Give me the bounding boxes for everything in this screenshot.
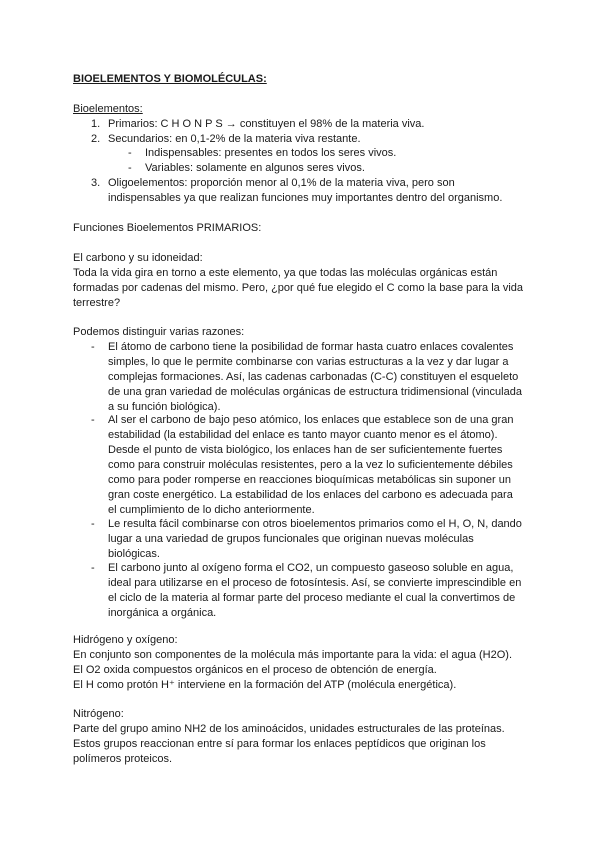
paragraph-line: Estos grupos reaccionan entre sí para formar los enlaces peptídicos que originan los xyxy=(73,738,486,750)
bullet-dash: - xyxy=(91,518,95,530)
list-number: 2. xyxy=(91,133,101,145)
bullet-line: Desde el punto de vista biológico, los enlaces han de ser suficientemente fuertes xyxy=(108,444,503,456)
bullet-line: a su función biológica). xyxy=(108,401,221,413)
bullet-line: gran coste energético. La estabilidad de los enlaces del carbono es adecuada para xyxy=(108,489,513,501)
bullet-line: estabilidad (la estabilidad del enlace es tanto mayor cuanto menor es el átomo). xyxy=(108,429,498,441)
paragraph-line: terrestre? xyxy=(73,297,121,309)
list-item-continuation: indispensables ya que realizan funciones muy importantes dentro del organismo. xyxy=(108,192,503,204)
bioelementos-heading: Bioelementos: xyxy=(73,103,143,115)
sub-bullet: - xyxy=(128,147,132,159)
sub-list-item: Variables: solamente en algunos seres vivos. xyxy=(145,162,365,174)
paragraph-line: polímeros proteicos. xyxy=(73,753,173,765)
carbono-heading: El carbono y su idoneidad: xyxy=(73,252,203,264)
bullet-dash: - xyxy=(91,562,95,574)
paragraph-line: El H como protón H⁺ interviene en la formación del ATP (molécula energética). xyxy=(73,679,457,691)
paragraph-line: Toda la vida gira en torno a este elemento, ya que todas las moléculas orgánicas están xyxy=(73,267,498,279)
list-item: Primarios: C H O N P S → constituyen el 98% de la materia viva. xyxy=(108,118,425,130)
list-item: Secundarios: en 0,1-2% de la materia viva restante. xyxy=(108,133,361,145)
razones-heading: Podemos distinguir varias razones: xyxy=(73,326,245,338)
bullet-line: de una gran variedad de moléculas orgánicas de estructura tridimensional (vinculada xyxy=(108,386,522,398)
hidrogeno-heading: Hidrógeno y oxígeno: xyxy=(73,634,178,646)
bullet-line: complejas formaciones. Así, las cadenas carbonadas (C-C) constituyen el esqueleto xyxy=(108,371,519,383)
bullet-line: como para construir moléculas resistentes, pero a la vez lo suficientemente débiles xyxy=(108,459,513,471)
bullet-line: Le resulta fácil combinarse con otros bioelementos primarios como el H, O, N, dando xyxy=(108,518,522,530)
bullet-line: El átomo de carbono tiene la posibilidad de formar hasta cuatro enlaces covalentes xyxy=(108,341,514,353)
bullet-line: lugar a una variedad de grupos funcionales que originan nuevas moléculas xyxy=(108,533,474,545)
page-title: BIOELEMENTOS Y BIOMOLÉCULAS: xyxy=(73,73,267,85)
bullet-dash: - xyxy=(91,341,95,353)
bullet-line: el ciclo de la materia al formar parte del proceso mediante el cual la convertimos de xyxy=(108,592,516,604)
bullet-line: el cumplimiento de lo dicho anteriormente. xyxy=(108,504,315,516)
list-item: Oligoelementos: proporción menor al 0,1% de la materia viva, pero son xyxy=(108,177,455,189)
sub-bullet: - xyxy=(128,162,132,174)
paragraph-line: En conjunto son componentes de la molécula más importante para la vida: el agua (H2O). xyxy=(73,649,513,661)
sub-list-item: Indispensables: presentes en todos los seres vivos. xyxy=(145,147,397,159)
bullet-line: ideal para utilizarse en el proceso de fotosíntesis. Así, se convierte imprescindible en xyxy=(108,577,522,589)
bullet-dash: - xyxy=(91,414,95,426)
bullet-line: El carbono junto al oxígeno forma el CO2, un compuesto gaseoso soluble en agua, xyxy=(108,562,514,574)
bullet-line: biológicas. xyxy=(108,548,160,560)
bullet-line: inorgánica a orgánica. xyxy=(108,607,217,619)
paragraph-line: Parte del grupo amino NH2 de los aminoácidos, unidades estructurales de las proteínas. xyxy=(73,723,505,735)
list-number: 3. xyxy=(91,177,101,189)
funciones-heading: Funciones Bioelementos PRIMARIOS: xyxy=(73,222,262,234)
bullet-line: como para poder romperse en reacciones bioquímicas metabólicas sin suponer un xyxy=(108,474,511,486)
nitrogeno-heading: Nitrógeno: xyxy=(73,708,124,720)
list-number: 1. xyxy=(91,118,101,130)
bullet-line: Al ser el carbono de bajo peso atómico, los enlaces que establece son de una gran xyxy=(108,414,514,426)
bullet-line: simples, lo que le permite combinarse con varias estructuras a la vez y dar lugar a xyxy=(108,356,509,368)
paragraph-line: El O2 oxida compuestos orgánicos en el proceso de obtención de energía. xyxy=(73,664,437,676)
paragraph-line: formadas por cadenas del mismo. Pero, ¿por qué fue elegido el C como la base para la vida xyxy=(73,282,524,294)
